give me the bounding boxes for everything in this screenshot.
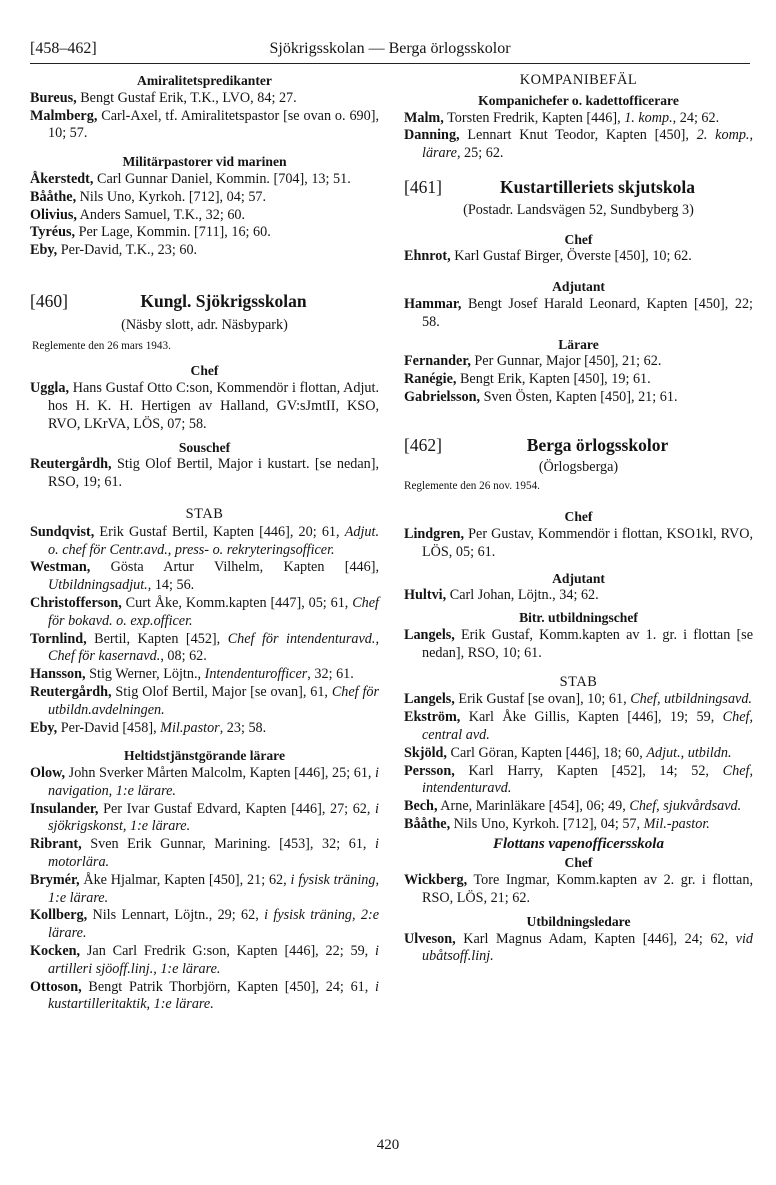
entry-role: i artilleri sjöoff.linj., 1:e lärare. (48, 943, 379, 977)
subsection-heading: STAB (559, 673, 598, 690)
entry-list (404, 931, 753, 967)
entry-details: Bengt Patrik Thorbjörn, Kapten [450], 24; 61, (81, 978, 376, 995)
entry-role: Chef för utbildn.avdelningen. (48, 683, 380, 718)
entry-details: Erik Gustaf Bertil, Kapten [446], 20; 61, (94, 523, 345, 540)
list-item (404, 389, 753, 407)
entry-details: Karl Gustaf Birger, Överste [450], 10; 62. (450, 248, 692, 265)
subsection-heading: Chef (564, 231, 593, 247)
right-column (404, 72, 753, 966)
entry-list (404, 296, 753, 332)
subsection-heading: KOMPANIBEFÄL (519, 72, 638, 88)
entry-name: Persson, (404, 762, 455, 779)
entry-name: Insulander, (30, 800, 99, 817)
list-item (404, 709, 753, 745)
entry-details: Bertil, Kapten [452], (86, 630, 228, 647)
entry-details: Gösta Artur Vilhelm, Kapten [446], (90, 559, 379, 576)
list-item (404, 127, 753, 163)
entry-name: Brymér, (30, 871, 80, 888)
subsection-heading: Kompanichefer o. kadettofficerare (478, 92, 679, 108)
entry-name: Westman, (30, 559, 91, 576)
entry-details: Arne, Marinläkare [454], 06; 49, (437, 798, 630, 815)
entry-details: Karl Magnus Adam, Kapten [446], 24; 62, (455, 930, 736, 947)
entry-name: Ulveson, (404, 930, 456, 947)
entry-name: Fernander, (404, 353, 471, 370)
entry-name: Hammar, (404, 295, 462, 312)
subsection-heading: Chef (564, 509, 593, 525)
entry-role: i sjökrigskonst, 1:e lärare. (48, 800, 379, 835)
list-item (404, 371, 753, 389)
entry-name: Langels, (404, 691, 455, 708)
entry-name: Eby, (30, 719, 58, 736)
list-item (404, 872, 753, 908)
section-address: (Näsby slott, adr. Näsbypark) (121, 316, 288, 333)
subsection-heading: Bitr. utbildningschef (519, 610, 638, 626)
entry-name: Skjöld, (404, 744, 447, 761)
entry-name: Wickberg, (404, 872, 468, 889)
list-item (404, 745, 753, 763)
entry-name: Åkerstedt, (30, 170, 94, 187)
list-item (30, 242, 379, 260)
entry-list (30, 90, 379, 143)
entry-details: Per Ivar Gustaf Edvard, Kapten [446], 27; 62, (98, 800, 376, 817)
entry-details: Hans Gustaf Otto C:son, Kommendör i flottan, Adjut. hos H. K. H. Hertigen av Halland, GV:sJmtII, KSO, RVO, LKrVA, LÖS, 07; 58. (48, 380, 379, 432)
entry-role: Adjut. o. chef för Centr.avd., press- o. rekryteringsofficer. (48, 523, 379, 558)
list-item (30, 631, 379, 667)
list-item (404, 353, 753, 371)
list-item (404, 110, 753, 128)
entry-details: Erik Gustaf [se ovan], 10; 61, (454, 691, 631, 708)
entry-name: Reutergårdh, (30, 456, 112, 473)
list-item (30, 456, 379, 492)
list-item (404, 763, 753, 799)
list-item (30, 108, 379, 144)
entry-details: Stig Olof Bertil, Major i kustart. [se nedan], RSO, 19; 61. (48, 456, 379, 491)
entry-role: Chef, sjukvårdsavd. (629, 798, 742, 815)
entry-name: Bureus, (30, 89, 77, 106)
entry-details: Bengt Erik, Kapten [450], 19; 61. (456, 371, 651, 388)
section-heading (404, 434, 753, 455)
subsection-heading: Heltidstjänstgörande lärare (124, 748, 285, 764)
entry-details: Erik Gustaf, Komm.kapten av 1. gr. i flottan [se nedan], RSO, 10; 61. (422, 626, 753, 661)
entry-role: Chef, utbildningsavd. (630, 691, 752, 708)
entry-name: Bååthe, (30, 188, 77, 205)
entry-list (404, 627, 753, 663)
entry-list (30, 380, 379, 433)
entry-name: Malmberg, (30, 107, 98, 124)
entry-details: Sven Östen, Kapten [450], 21; 61. (480, 388, 678, 405)
list-item (30, 907, 379, 943)
subsection-heading: Souschef (178, 439, 231, 455)
subsection-heading: Lärare (558, 336, 599, 352)
entry-details: John Sverker Mårten Malcolm, Kapten [446], 25; 61, (65, 765, 376, 782)
list-item (30, 872, 379, 908)
section-heading (404, 176, 753, 197)
list-item (30, 380, 379, 433)
subsection-heading: Chef (190, 363, 219, 379)
entry-list (404, 587, 753, 605)
entry-role: vid ubåtsoff.linj. (422, 930, 753, 965)
entry-details: Nils Uno, Kyrkoh. [712], 04; 57, (450, 815, 644, 832)
entry-role: i kustartilleritaktik, 1:e lärare. (48, 978, 379, 1013)
entry-details: Bengt Gustaf Erik, T.K., LVO, 84; 27. (76, 89, 297, 106)
list-item (404, 931, 753, 967)
page-number: 420 (376, 1137, 400, 1153)
header-rule (30, 63, 750, 64)
entry-details: Stig Werner, Löjtn., (85, 666, 205, 683)
entry-role: Intendenturofficer (204, 666, 308, 683)
subsection-heading: Militärpastorer vid marinen (122, 154, 287, 170)
subsection-heading: Chef (564, 855, 593, 871)
section-reglemente: Reglemente den 26 mars 1943. (32, 339, 171, 352)
list-item (30, 836, 379, 872)
entry-name: Danning, (404, 127, 460, 144)
entry-role: Utbildningsadjut. (48, 577, 148, 594)
entry-details: Sven Erik Gunnar, Marining. [453], 32; 61, (81, 836, 376, 853)
section-title: Berga örlogsskolor (526, 434, 669, 455)
entry-role: Chef, central avd. (422, 709, 753, 743)
entry-name: Ribrant, (30, 836, 82, 853)
entry-tail: , 24; 62. (672, 109, 720, 126)
entry-name: Langels, (404, 626, 455, 643)
entry-details: Curt Åke, Komm.kapten [447], 05; 61, (121, 594, 353, 611)
list-item (30, 524, 379, 560)
entry-role: Mil.-pastor. (643, 815, 710, 832)
entry-name: Christofferson, (30, 594, 122, 611)
entry-details: Carl Johan, Löjtn., 34; 62. (446, 587, 599, 604)
entry-role: Adjut., utbildn. (646, 744, 732, 761)
list-item (404, 248, 753, 266)
entry-list (404, 248, 753, 266)
list-item (30, 595, 379, 631)
list-item (30, 720, 379, 738)
running-header (30, 40, 750, 60)
entry-list (404, 691, 753, 833)
entry-name: Malm, (404, 109, 444, 126)
entry-list (404, 353, 753, 406)
entry-details: Nils Lennart, Löjtn., 29; 62, (87, 907, 265, 924)
list-item (30, 224, 379, 242)
entry-list (404, 110, 753, 163)
list-item (30, 801, 379, 837)
entry-details: Bengt Josef Harald Leonard, Kapten [450], 22; 58. (422, 295, 753, 330)
entry-details: Stig Olof Bertil, Major [se ovan], 61, (111, 683, 332, 700)
entry-name: Tyréus, (30, 224, 76, 241)
entry-name: Sundqvist, (30, 523, 95, 540)
subsection-heading: Flottans vapenofficersskola (493, 835, 664, 852)
entry-tail: , 32; 61. (307, 666, 354, 683)
entry-name: Ehnrot, (404, 248, 451, 265)
subsection-heading: Utbildningsledare (526, 913, 631, 929)
entry-name: Uggla, (30, 380, 70, 397)
entry-details: Nils Uno, Kyrkoh. [712], 04; 57. (76, 188, 267, 205)
entry-role: 1. komp. (624, 109, 673, 126)
entry-details: Karl Harry, Kapten [452], 14; 52, (454, 762, 723, 779)
entry-role: i fysisk träning, 2:e lärare. (48, 907, 379, 942)
entry-tail: , 25; 62. (456, 145, 504, 162)
entry-tail: , 08; 62. (160, 648, 207, 665)
entry-name: Tornlind, (30, 630, 87, 647)
entry-details: Lennart Knut Teodor, Kapten [450], (459, 127, 697, 144)
entry-list (30, 171, 379, 260)
entry-list (30, 456, 379, 492)
entry-details: Carl Göran, Kapten [446], 18; 60, (446, 744, 647, 761)
section-reglemente: Reglemente den 26 nov. 1954. (404, 480, 540, 493)
section-number: [460] (30, 290, 68, 311)
entry-name: Ranégie, (404, 371, 457, 388)
entry-list (404, 526, 753, 562)
list-item (404, 526, 753, 562)
entry-details: Carl-Axel, tf. Amiralitetspastor [se ovan o. 690], 10; 57. (48, 107, 379, 142)
entry-list (404, 872, 753, 908)
subsection-heading: Amiralitetspredikanter (137, 73, 272, 88)
entry-details: Karl Åke Gillis, Kapten [446], 19; 59, (460, 709, 723, 726)
entry-list (30, 524, 379, 738)
subsection-heading: Adjutant (552, 279, 605, 295)
section-title: Kungl. Sjökrigsskolan (140, 290, 307, 311)
subsection-heading: Adjutant (552, 570, 605, 586)
list-item (404, 798, 753, 816)
entry-role: i fysisk träning, 1:e lärare. (48, 871, 379, 906)
entry-tail: , 23; 58. (219, 719, 267, 736)
list-item (30, 171, 379, 189)
list-item (30, 90, 379, 108)
section-heading (30, 290, 379, 311)
list-item (404, 691, 753, 709)
list-item (404, 816, 753, 834)
entry-name: Lindgren, (404, 525, 465, 542)
entry-name: Kollberg, (30, 907, 88, 924)
entry-name: Gabrielsson, (404, 388, 481, 405)
list-item (404, 296, 753, 332)
entry-details: Per-David [458], (57, 719, 161, 736)
entry-name: Ekström, (404, 709, 461, 726)
section-address: (Örlogsberga) (538, 458, 619, 475)
left-column (30, 72, 379, 1014)
entry-name: Hultvi, (404, 587, 447, 604)
entry-details: Tore Ingmar, Komm.kapten av 2. gr. i flottan, RSO, LÖS, 21; 62. (422, 872, 753, 907)
entry-details: Carl Gunnar Daniel, Kommin. [704], 13; 51. (93, 170, 351, 187)
entry-role: Chef för bokavd. o. exp.officer. (48, 594, 379, 629)
list-item (30, 979, 379, 1015)
running-title: Sjökrigsskolan — Berga örlogsskolor (269, 40, 511, 57)
section-number: [461] (404, 176, 442, 197)
entry-list (30, 765, 379, 1014)
entry-name: Kocken, (30, 943, 81, 960)
list-item (30, 207, 379, 225)
entry-details: Jan Carl Fredrik G:son, Kapten [446], 22; 59, (80, 943, 376, 960)
entry-details: Åke Hjalmar, Kapten [450], 21; 62, (79, 871, 291, 888)
entry-details: Anders Samuel, T.K., 32; 60. (76, 206, 246, 223)
section-address: (Postadr. Landsvägen 52, Sundbyberg 3) (463, 201, 694, 218)
entry-details: Per Lage, Kommin. [711], 16; 60. (75, 224, 271, 241)
entry-name: Hansson, (30, 666, 86, 683)
entry-name: Olow, (30, 765, 66, 782)
list-item (30, 666, 379, 684)
list-item (30, 189, 379, 207)
list-item (30, 943, 379, 979)
entry-role: i motorlära. (48, 836, 379, 871)
entry-name: Eby, (30, 242, 58, 259)
entry-role: Chef för intendenturavd., Chef för kasernavd. (48, 630, 379, 665)
list-item (30, 765, 379, 801)
list-item (404, 627, 753, 663)
list-item (404, 587, 753, 605)
entry-name: Bååthe, (404, 815, 451, 832)
section-title: Kustartilleriets skjutskola (500, 176, 695, 197)
list-item (30, 684, 379, 720)
subsection-heading: STAB (185, 505, 224, 522)
entry-details: Torsten Fredrik, Kapten [446], (443, 109, 625, 126)
entry-tail: , 14; 56. (147, 577, 195, 594)
section-range: [458–462] (30, 40, 97, 57)
entry-role: i navigation, 1:e lärare. (48, 765, 379, 799)
entry-details: Per Gustav, Kommendör i flottan, KSO1kl, RVO, LÖS, 05; 61. (422, 525, 753, 560)
entry-name: Reutergårdh, (30, 683, 112, 700)
list-item (30, 559, 379, 595)
entry-name: Olivius, (30, 206, 77, 223)
entry-role: 2. komp., lärare (422, 127, 754, 162)
section-number: [462] (404, 434, 442, 455)
entry-name: Bech, (404, 798, 438, 815)
entry-details: Per Gunnar, Major [450], 21; 62. (470, 353, 662, 370)
entry-role: Mil.pastor (160, 719, 220, 736)
entry-role: Chef, intendenturavd. (422, 762, 753, 797)
entry-details: Per-David, T.K., 23; 60. (57, 242, 198, 259)
entry-name: Ottoson, (30, 978, 82, 995)
